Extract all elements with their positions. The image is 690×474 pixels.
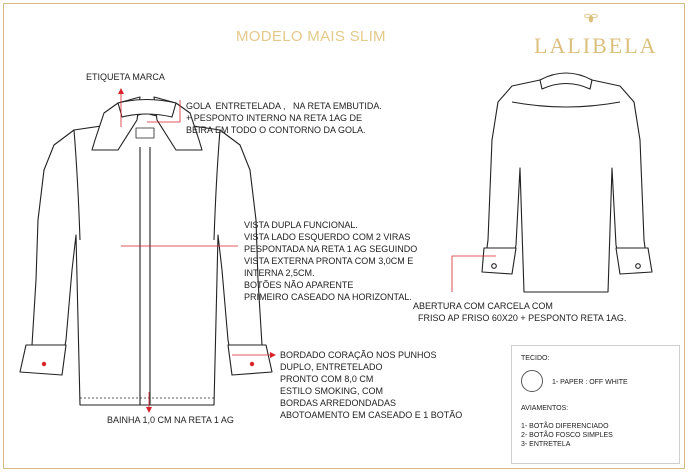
legend-item-2: 2- BOTÃO FOSCO SIMPLES	[521, 432, 613, 439]
legend-fabric: 1- PAPER : OFF WHITE	[552, 379, 628, 386]
cuff-heart-left	[42, 362, 46, 366]
page-title: MODELO MAIS SLIM	[236, 28, 386, 45]
back-cuff-left	[482, 248, 516, 274]
cuff-right	[228, 345, 272, 375]
shirt-back-view	[482, 73, 652, 292]
fabric-swatch	[521, 370, 543, 392]
note-vista: VISTA DUPLA FUNCIONAL. VISTA LADO ESQUERDO COM 2 VIRAS PESPONTADA NA RETA 1 AG SEGUINDO VISTA EXTERNA PRONTA COM 3,0CM E INTERNA 2,5CM. BOTÕES NÃO APARENTE PRIMEIRO CASEADO NA HORIZONTAL.	[244, 220, 418, 302]
legend-tecido-label: TECIDO:	[521, 355, 550, 362]
note-etiqueta: ETIQUETA MARCA	[86, 72, 165, 82]
back-cuff-button-right	[636, 264, 641, 269]
callout-bainha-arrow	[146, 407, 152, 413]
collar-stand	[118, 100, 176, 118]
back-cuff-button-left	[492, 264, 497, 269]
note-punhos: BORDADO CORAÇÃO NOS PUNHOS DUPLO, ENTRETELADO PRONTO COM 8,0 CM ESTILO SMOKING, COM BORDAS ARREDONDADAS ABOTOAMENTO EM CASEADO E 1 BOTÃO	[280, 350, 463, 420]
note-gola: GOLA ENTRETELADA , NA RETA EMBUTIDA. + PESPONTO INTERNO NA RETA 1AG DE BEIRA EM TODO O CONTORNO DA GOLA.	[186, 101, 382, 135]
cuff-left	[20, 345, 66, 375]
legend-item-3: 3- ENTRETELA	[521, 441, 571, 448]
note-bainha: BAINHA 1,0 CM NA RETA 1 AG	[107, 415, 234, 425]
brand-logo-text: LALIBELA	[534, 33, 658, 58]
legend-aviamentos-label: AVIAMENTOS:	[521, 405, 569, 412]
back-cuff-right	[616, 248, 652, 274]
legend-item-1: 1- BOTÃO DIFERENCIADO	[521, 423, 609, 430]
callout-punhos-arrow	[270, 352, 276, 358]
callout-etiqueta-arrow	[118, 88, 124, 94]
shirt-front-view	[20, 97, 272, 405]
cuff-heart-right	[250, 362, 254, 366]
note-abertura: ABERTURA COM CARCELA COM FRISO AP FRISO 60X20 + PESPONTO RETA 1AG.	[413, 301, 627, 323]
legend-box	[511, 345, 680, 464]
brand-label	[136, 128, 154, 138]
